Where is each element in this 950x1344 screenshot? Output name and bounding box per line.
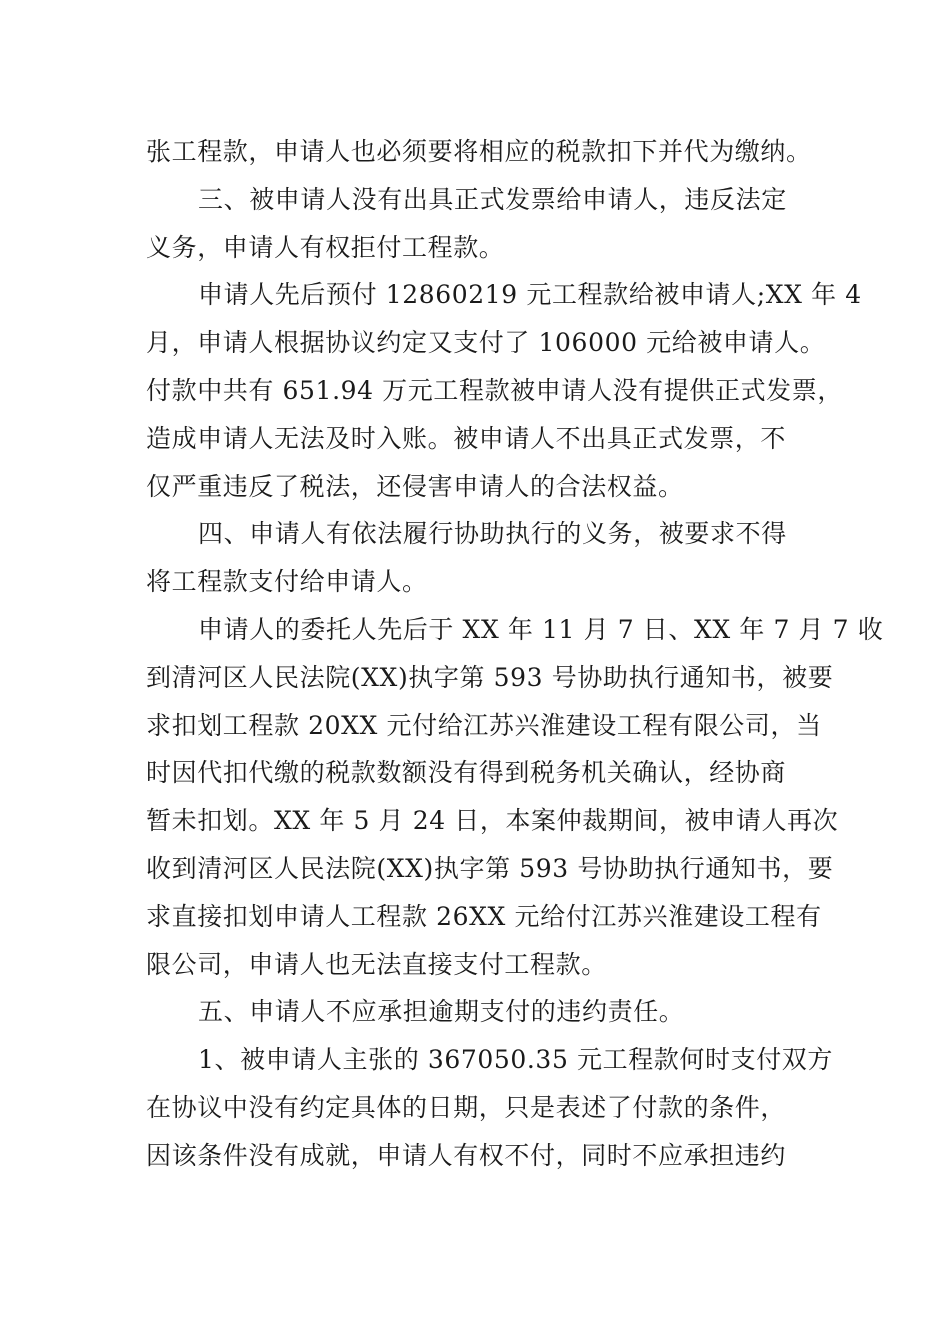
text-line: 义务，申请人有权拒付工程款。 xyxy=(146,232,505,262)
section-heading: 四、申请人有依法履行协助执行的义务，被要求不得 xyxy=(198,519,787,549)
text-line: 到清河区人民法院(XX)执字第 593 号协助执行通知书，被要 xyxy=(146,662,834,692)
text-line: 求扣划工程款 20XX 元付给江苏兴淮建设工程有限公司，当 xyxy=(146,710,822,740)
text-line: 仅严重违反了税法，还侵害申请人的合法权益。 xyxy=(146,471,684,501)
paragraph-start: 1、被申请人主张的 367050.35 元工程款何时支付双方 xyxy=(198,1045,833,1075)
text-line: 求直接扣划申请人工程款 26XX 元给付江苏兴淮建设工程有 xyxy=(146,901,822,931)
text-line: 因该条件没有成就，申请人有权不付，同时不应承担违约 xyxy=(146,1140,787,1170)
paragraph-start: 申请人的委托人先后于 XX 年 11 月 7 日、XX 年 7 月 7 收 xyxy=(198,614,884,644)
text-line: 时因代扣代缴的税款数额没有得到税务机关确认，经协商 xyxy=(146,758,787,788)
text-line: 暂未扣划。XX 年 5 月 24 日，本案仲裁期间，被申请人再次 xyxy=(146,806,839,836)
document-body xyxy=(146,128,884,1180)
text-line: 将工程款支付给申请人。 xyxy=(146,567,428,597)
text-line: 限公司，申请人也无法直接支付工程款。 xyxy=(146,949,607,979)
section-heading: 三、被申请人没有出具正式发票给申请人，违反法定 xyxy=(198,184,787,214)
text-line: 收到清河区人民法院(XX)执字第 593 号协助执行通知书，要 xyxy=(146,853,834,883)
paragraph-start: 申请人先后预付 12860219 元工程款给被申请人;XX 年 4 xyxy=(198,280,862,310)
text-line: 付款中共有 651.94 万元工程款被申请人没有提供正式发票， xyxy=(146,375,843,405)
text-line: 在协议中没有约定具体的日期，只是表述了付款的条件， xyxy=(146,1092,787,1122)
section-heading: 五、申请人不应承担逾期支付的违约责任。 xyxy=(198,997,685,1027)
text-line: 张工程款，申请人也必须要将相应的税款扣下并代为缴纳。 xyxy=(146,137,812,166)
text-line: 造成申请人无法及时入账。被申请人不出具正式发票，不 xyxy=(146,423,787,453)
text-line: 月，申请人根据协议约定又支付了 106000 元给被申请人。 xyxy=(146,328,826,358)
